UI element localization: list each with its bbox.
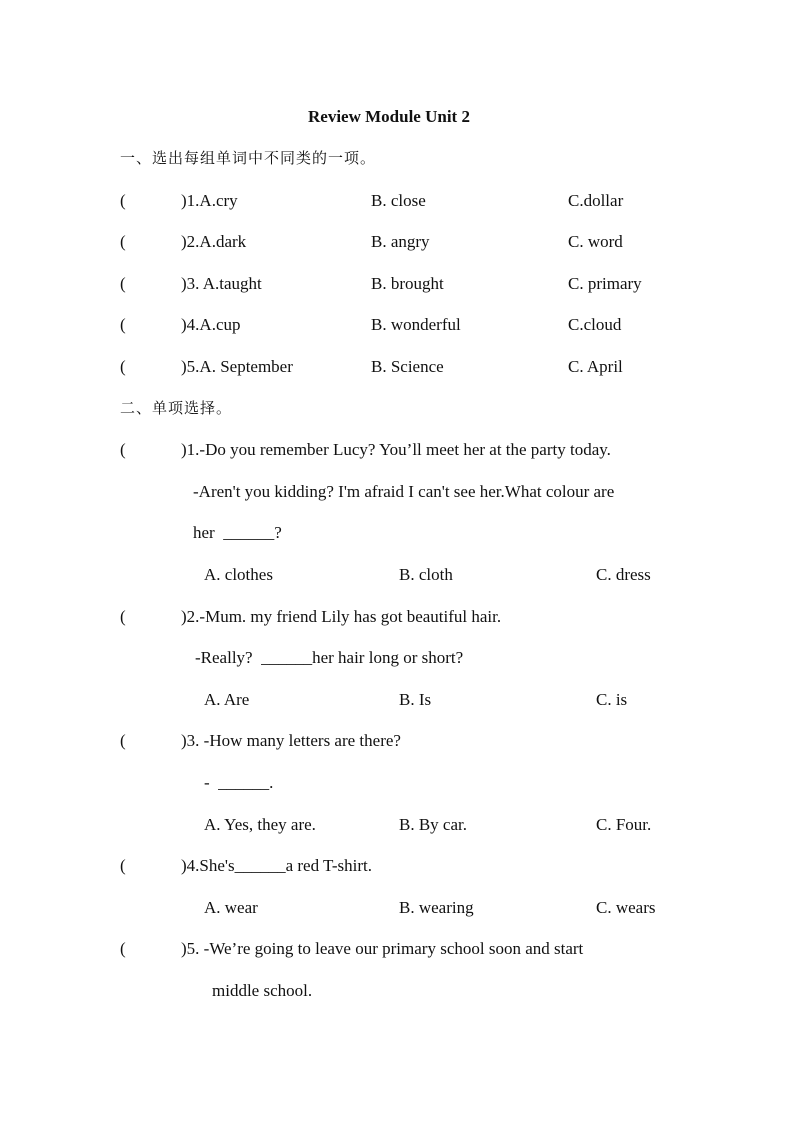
option-b: B. Is	[399, 690, 432, 709]
answer-paren: (	[120, 440, 126, 459]
option-b: B. brought	[371, 274, 444, 293]
answer-paren: (	[120, 856, 126, 875]
option-c: C. word	[568, 232, 623, 251]
answer-paren: (	[120, 357, 126, 376]
question-line: )2.-Mum. my friend Lily has got beautiful hair.	[181, 607, 502, 626]
option-c: C.cloud	[568, 315, 622, 334]
question-line: -Aren't you kidding? I'm afraid I can't see her.What colour are	[193, 482, 615, 501]
section1-heading: 一、选出每组单词中不同类的一项。	[120, 149, 377, 167]
option-a: A. wear	[204, 898, 258, 917]
question-line: her ______?	[193, 523, 282, 542]
option-c: C. Four.	[596, 815, 652, 834]
answer-paren: (	[120, 274, 126, 293]
option-a: )2.A.dark	[181, 232, 247, 251]
answer-paren: (	[120, 315, 126, 334]
question-line: middle school.	[212, 981, 313, 1000]
answer-paren: (	[120, 607, 126, 626]
option-b: B. cloth	[399, 565, 453, 584]
option-b: B. Science	[371, 357, 444, 376]
option-b: B. wearing	[399, 898, 474, 917]
question-line: )1.-Do you remember Lucy? You’ll meet her at the party today.	[181, 440, 611, 459]
option-a: A. Are	[204, 690, 250, 709]
option-c: C.dollar	[568, 191, 624, 210]
option-b: B. angry	[371, 232, 430, 251]
question-line: -Really? ______her hair long or short?	[195, 648, 464, 667]
page-title: Review Module Unit 2	[308, 107, 470, 126]
answer-paren: (	[120, 731, 126, 750]
option-c: C. is	[596, 690, 628, 709]
option-a: )1.A.cry	[181, 191, 238, 210]
option-c: C. primary	[568, 274, 642, 293]
option-c: C. wears	[596, 898, 656, 917]
option-a: )5.A. September	[181, 357, 293, 376]
option-a: A. clothes	[204, 565, 273, 584]
option-a: A. Yes, they are.	[204, 815, 316, 834]
option-a: )4.A.cup	[181, 315, 241, 334]
option-c: C. April	[568, 357, 623, 376]
option-c: C. dress	[596, 565, 651, 584]
question-line: )3. -How many letters are there?	[181, 731, 401, 750]
question-line: )5. -We’re going to leave our primary school soon and start	[181, 939, 584, 958]
option-b: B. By car.	[399, 815, 467, 834]
option-b: B. close	[371, 191, 426, 210]
answer-paren: (	[120, 939, 126, 958]
section2-heading: 二、单项选择。	[120, 399, 233, 417]
option-b: B. wonderful	[371, 315, 461, 334]
question-line: - ______.	[204, 773, 274, 792]
answer-paren: (	[120, 232, 126, 251]
question-line: )4.She's______a red T-shirt.	[181, 856, 372, 875]
answer-paren: (	[120, 191, 126, 210]
option-a: )3. A.taught	[181, 274, 262, 293]
